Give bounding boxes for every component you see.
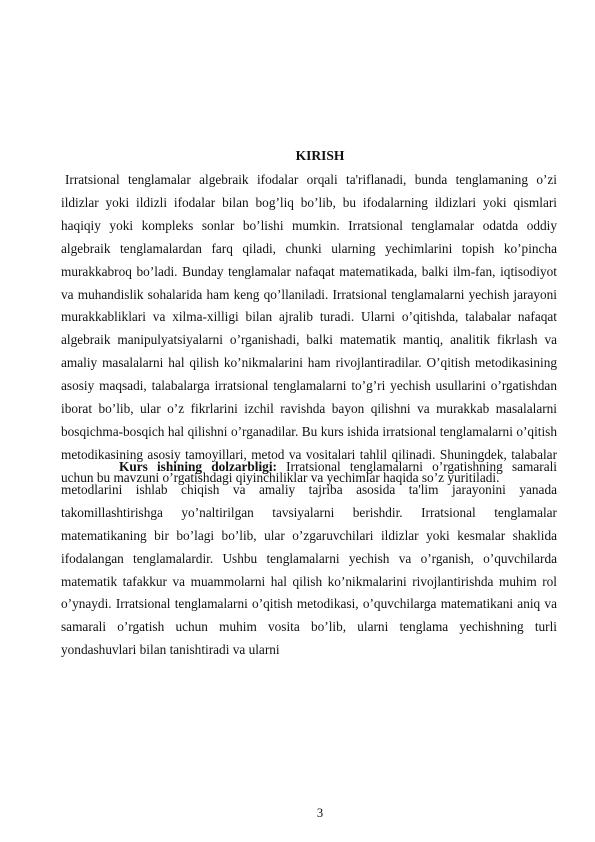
relevance-label: Kurs ishining dolzarbligi: [119,459,277,474]
relevance-text: Irratsional tenglamalarni o’rgatishning samarali metodlarini ishlab chiqish va amaliy tajriba asosida ta'lim jarayonini yanada takomillashtirishga yo’naltirilgan tavsiyalarni berishdir. Irratsional tenglamalar matematikaning bir bo’lagi bo’lib, ular o’zgaruvchilari ildizlar yoki kesmalar shaklida ifodalangan tenglamalardir. Ushbu tenglamalarni yechish va o’rganish, o’quvchilarda matematik tafakkur va muammolarni hal qilish ko’nikmalarini rivojlantirishda muhim rol o’ynaydi. Irratsional tenglamalarni o’qitish metodikasi, o’quvchilarga matematikani aniq va samarali o’rgatish uchun muhim vosita bo’lib, ularni tenglama yechishning turli yondashuvlari bilan tanishtiradi va ularni [61,459,557,658]
page-number: 3 [316,806,324,820]
page-title: KIRISH [295,148,345,163]
body-paragraph-introduction: Irratsional tenglamalar algebraik ifodalar orqali ta'riflanadi, bunda tenglamaning o’zi ildizlar yoki ildizli ifodalar bilan bog’liq bo’lib, bu ifodalarning ildizlari yoki qismlari haqiqiy yoki kompleks sonlar bo’lishi mumkin. Irratsional tenglamalar odatda oddiy algebraik tenglamalardan farq qiladi, chunki ularning yechimlarini topish ko’pincha murakkabroq bo’ladi. Bunday tenglamalar nafaqat matematikada, balki ilm-fan, iqtisodiyot va muhandislik sohalarida ham keng qo’llaniladi. Irratsional tenglamalarni yechish jarayoni murakkabliklari va xilma-xilligi bilan ajralib turadi. Ularni o’qitishda, talabalar nafaqat algebraik manipulyatsiyalarni o’rganishadi, balki matematik mantiq, analitik fikrlash va amaliy masalalarni hal qilish ko’nikmalarini ham rivojlantiradilar. O’qitish metodikasining asosiy maqsadi, talabalarga irratsional tenglamalarni to’g’ri yechish usullarini o’rgatishdan iborat bo’lib, ular o’z fikrlarini izchil ravishda bayon qilishni va murakkab masalalarni bosqichma-bosqich hal qilishni o’rganadilar. Bu kurs ishida irratsional tenglamalarni o’qitish metodikasining asosiy tamoyillari, metod va vositalari tahlil qilinadi. Shuningdek, talabalar uchun bu mavzuni o’rgatishdagi qiyinchiliklar va yechimlar haqida so’z yuritiladi. [61,172,557,485]
body-paragraph-relevance [61,456,557,662]
